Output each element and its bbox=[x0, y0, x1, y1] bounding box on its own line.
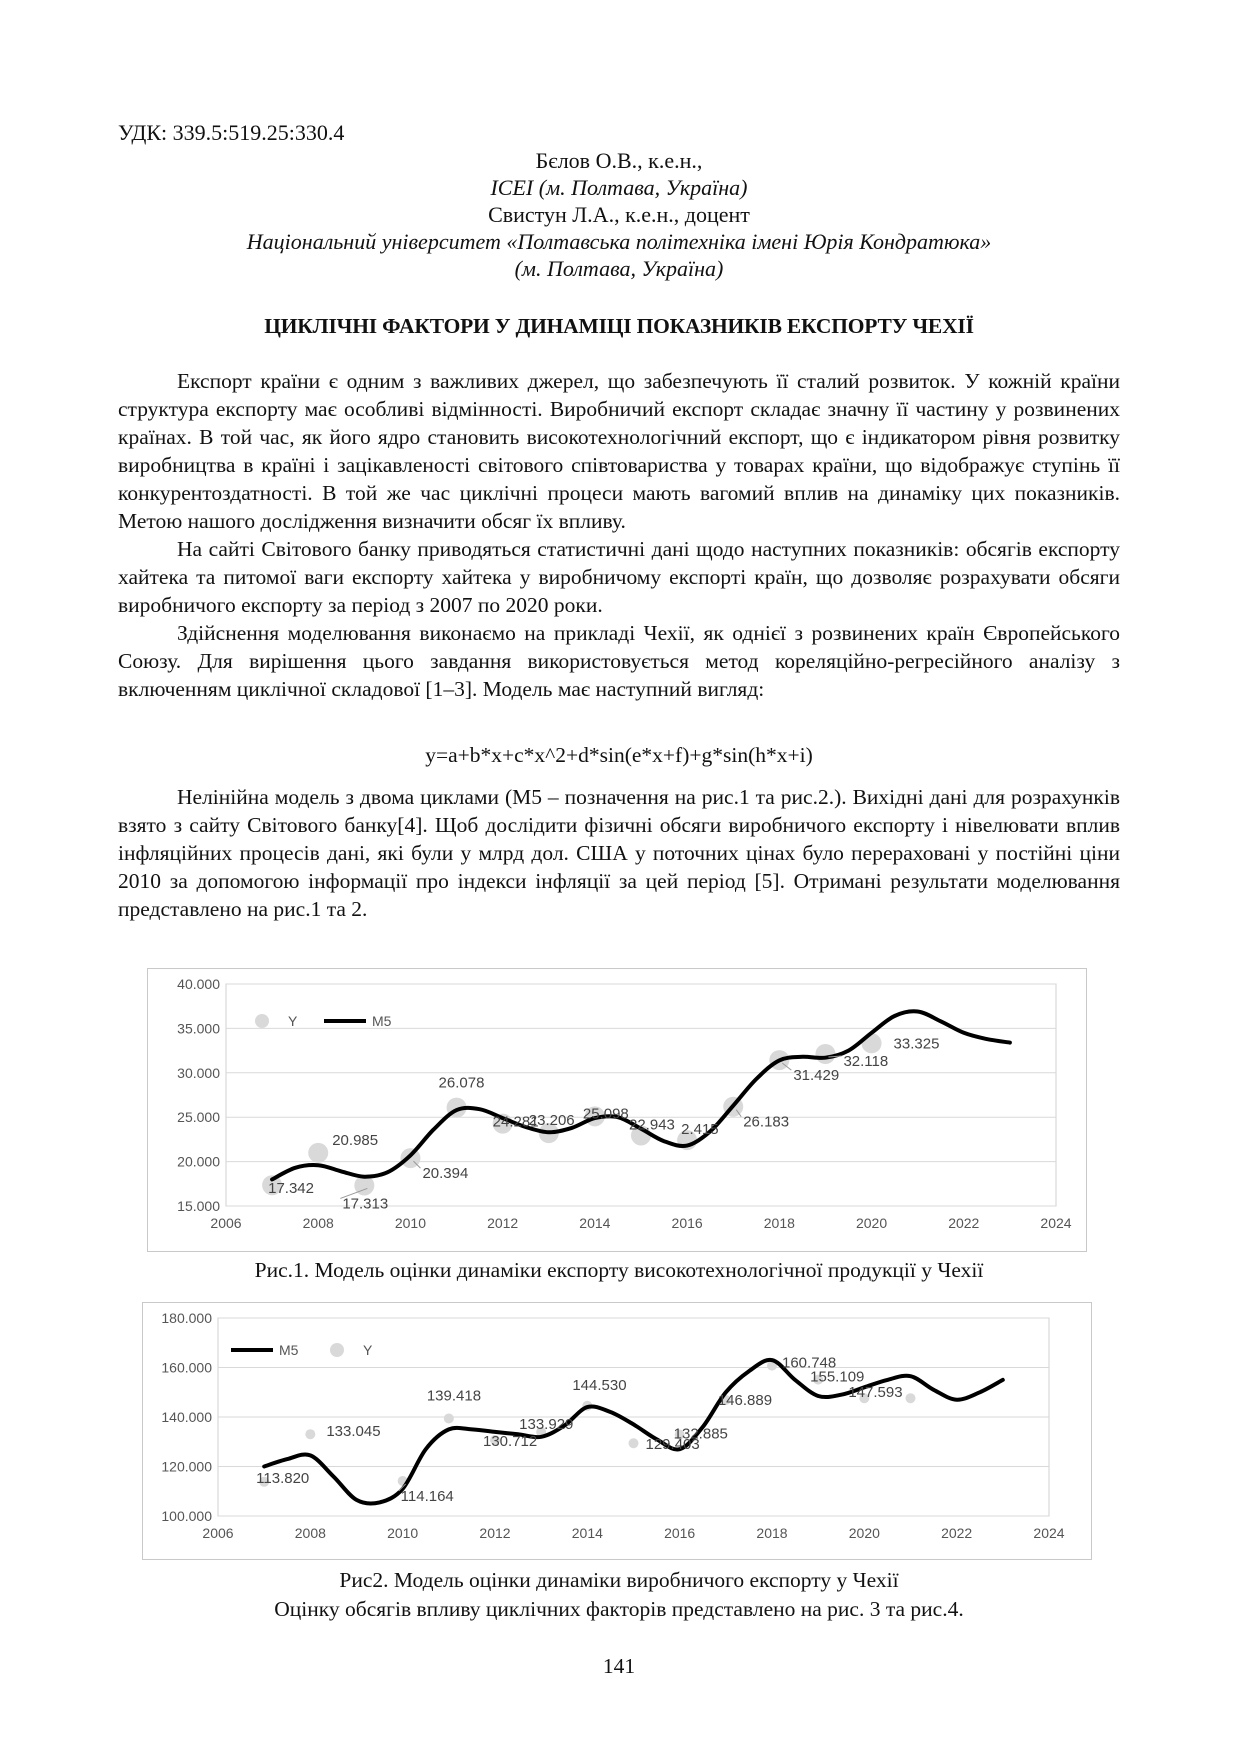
data-label: 23.206 bbox=[528, 1112, 575, 1130]
data-label: 132.885 bbox=[673, 1425, 728, 1443]
data-label: 26.183 bbox=[743, 1113, 790, 1131]
affiliation-1: ІСЕІ (м. Полтава, Україна) bbox=[490, 175, 748, 200]
y-tick-label: 100.000 bbox=[161, 1508, 212, 1524]
x-tick-label: 2008 bbox=[302, 1215, 334, 1231]
author-1: Бєлов О.В., к.е.н., bbox=[535, 148, 703, 173]
x-tick-label: 2024 bbox=[1033, 1525, 1065, 1541]
x-tick-label: 2024 bbox=[1040, 1215, 1072, 1231]
x-tick-label: 2016 bbox=[664, 1525, 696, 1541]
authors-block bbox=[118, 147, 1120, 282]
x-tick-label: 2020 bbox=[848, 1525, 880, 1541]
affiliation-2: Національний університет «Полтавська політехніка імені Юрія Кондратюка» bbox=[246, 229, 992, 254]
data-label: 133.045 bbox=[326, 1423, 381, 1441]
data-point bbox=[629, 1438, 639, 1448]
legend-marker-points bbox=[255, 1014, 269, 1028]
x-tick-label: 2006 bbox=[210, 1215, 242, 1231]
data-point bbox=[308, 1143, 328, 1163]
data-label: 24.281 bbox=[492, 1113, 539, 1131]
data-label: 147.593 bbox=[848, 1384, 903, 1402]
x-tick-label: 2010 bbox=[394, 1215, 427, 1231]
data-label: 114.164 bbox=[400, 1487, 454, 1505]
x-tick-label: 2006 bbox=[202, 1525, 234, 1541]
y-tick-label: 15.000 bbox=[177, 1198, 220, 1214]
data-label: 33.325 bbox=[893, 1035, 940, 1053]
legend-label: M5 bbox=[372, 1013, 392, 1029]
x-tick-label: 2016 bbox=[671, 1215, 703, 1231]
data-label: 160.748 bbox=[782, 1354, 837, 1372]
closing-sentence: Оцінку обсягів впливу циклічних факторів представлено на рис. 3 та рис.4. bbox=[274, 1597, 964, 1621]
author-2: Свистун Л.А., к.е.н., доцент bbox=[488, 202, 750, 227]
data-label: 25.098 bbox=[582, 1105, 629, 1123]
data-point bbox=[305, 1429, 315, 1439]
data-label: 17.342 bbox=[268, 1180, 315, 1198]
x-tick-label: 2008 bbox=[294, 1525, 326, 1541]
x-tick-label: 2014 bbox=[579, 1215, 611, 1231]
affiliation-2-city: (м. Полтава, Україна) bbox=[514, 256, 724, 281]
data-label: 155.109 bbox=[810, 1368, 865, 1386]
data-label: 22.943 bbox=[629, 1116, 675, 1134]
legend-label: Y bbox=[363, 1342, 373, 1358]
data-label: 2.415 bbox=[681, 1121, 719, 1139]
data-label: 133.929 bbox=[519, 1416, 574, 1434]
y-tick-label: 120.000 bbox=[161, 1458, 212, 1475]
legend-label: M5 bbox=[279, 1342, 299, 1358]
data-point bbox=[906, 1393, 916, 1403]
x-tick-label: 2022 bbox=[941, 1525, 973, 1541]
legend-label: Y bbox=[288, 1013, 298, 1029]
paragraph: Експорт країни є одним з важливих джерел, що забезпечують її сталий розвиток. У кожній країни структура експорту має особливі відмінності. Виробничий експорт складає значну її частину у розвинених країнах. В той час, як його ядро становить високотехнологічний експорт, що є індикатором рівня розвитку виробництва в країні і зацікавленості світового співтовариства у товарах країни, що відображує ступінь її конкурентоздатності. В той же час циклічні процеси мають вагомий вплив на динаміку цих показників. Метою нашого дослідження визначити обсяг їх впливу. bbox=[118, 369, 1120, 533]
paper-title: ЦИКЛІЧНІ ФАКТОРИ У ДИНАМІЦІ ПОКАЗНИКІВ ЕКСПОРТУ ЧЕХІЇ bbox=[264, 314, 974, 338]
figure-1-caption: Рис.1. Модель оцінки динаміки експорту високотехнологічної продукції у Чехії bbox=[254, 1258, 984, 1282]
y-tick-label: 35.000 bbox=[177, 1020, 220, 1037]
model-formula: y=a+b*x+c*x^2+d*sin(e*x+f)+g*sin(h*x+i) bbox=[425, 743, 813, 767]
x-tick-label: 2010 bbox=[387, 1525, 419, 1541]
x-tick-label: 2014 bbox=[571, 1525, 603, 1541]
y-tick-label: 30.000 bbox=[177, 1064, 220, 1081]
data-point bbox=[815, 1044, 835, 1064]
chart-2-frame bbox=[142, 1302, 1092, 1560]
y-tick-label: 140.000 bbox=[161, 1409, 212, 1425]
paragraph: Здійснення моделювання виконаємо на прикладі Чехії, як однієї з розвинених країн Європейського Союзу. Для вирішення цього завдання використовується метод кореляційно-регресійного аналізу з включенням циклічної складової [1–3]. Модель має наступний вигляд: bbox=[118, 621, 1120, 701]
y-tick-label: 20.000 bbox=[177, 1153, 220, 1170]
y-tick-label: 25.000 bbox=[177, 1109, 220, 1126]
data-point bbox=[444, 1413, 454, 1423]
figure-2-caption: Рис2. Модель оцінки динаміки виробничого експорту у Чехії bbox=[339, 1568, 899, 1592]
x-tick-label: 2020 bbox=[855, 1215, 888, 1231]
y-tick-label: 40.000 bbox=[177, 976, 220, 992]
chart-1 bbox=[148, 969, 1086, 1251]
data-label: 20.985 bbox=[332, 1131, 379, 1149]
x-tick-label: 2012 bbox=[487, 1215, 519, 1231]
chart-1-frame bbox=[147, 968, 1087, 1252]
data-label: 146.889 bbox=[717, 1391, 773, 1409]
y-tick-label: 160.000 bbox=[161, 1359, 212, 1376]
x-tick-label: 2022 bbox=[948, 1215, 980, 1231]
paragraph: На сайті Світового банку приводяться статистичні дані щодо наступних показників: обсягів експорту хайтека та питомої ваги експорту хайтека у виробничому експорті країн, що дозволяє розрахувати обсяги виробничого експорту за період з 2007 по 2020 роки. bbox=[118, 537, 1120, 617]
data-label: 20.394 bbox=[422, 1165, 469, 1183]
data-label: 26.078 bbox=[438, 1074, 485, 1092]
legend-marker-points bbox=[330, 1343, 344, 1357]
page-number: 141 bbox=[602, 1654, 636, 1678]
data-label: 113.820 bbox=[256, 1469, 310, 1487]
x-tick-label: 2018 bbox=[756, 1525, 788, 1541]
data-label: 144.530 bbox=[572, 1376, 627, 1394]
y-tick-label: 180.000 bbox=[161, 1310, 212, 1326]
data-label: 139.418 bbox=[426, 1387, 482, 1405]
data-label: 32.118 bbox=[843, 1052, 889, 1070]
data-label: 130.712 bbox=[483, 1432, 538, 1450]
x-tick-label: 2018 bbox=[763, 1215, 795, 1231]
body-paragraphs-2 bbox=[118, 783, 1120, 923]
udk-code: УДК: 339.5:519.25:330.4 bbox=[118, 120, 345, 145]
data-label: 17.313 bbox=[342, 1195, 389, 1213]
body-paragraphs-1 bbox=[118, 367, 1120, 703]
x-tick-label: 2012 bbox=[479, 1525, 511, 1541]
data-label: 129.403 bbox=[645, 1436, 700, 1454]
chart-2 bbox=[143, 1303, 1091, 1559]
paragraph: Нелінійна модель з двома циклами (М5 – позначення на рис.1 та рис.2.). Вихідні дані для розрахунків взято з сайту Світового банку[4]. Щоб дослідити фізичні обсяги виробничого експорту і нівелювати вплив інфляційних процесів дані, які були у млрд дол. США у поточних цінах було перераховані у постійні ціни 2010 за допомогою інформації про індекси інфляції за цей період [5]. Отримані результати моделювання представлено на рис.1 та 2. bbox=[118, 785, 1120, 921]
data-label: 31.429 bbox=[793, 1067, 840, 1085]
